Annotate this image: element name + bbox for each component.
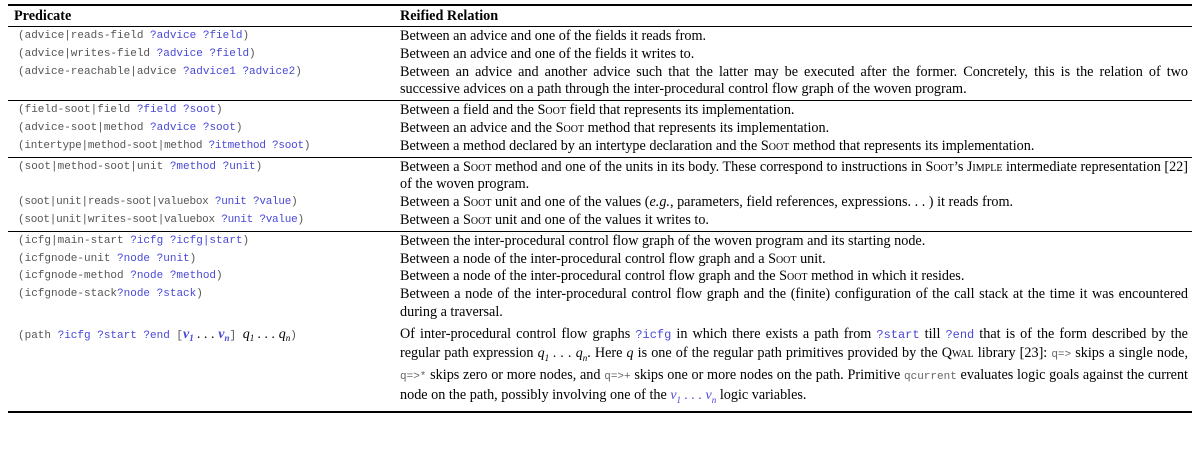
table-row bbox=[8, 194, 1192, 212]
predicate-cell: (advice|reads-field ?advice ?field) bbox=[18, 30, 250, 42]
table-row bbox=[8, 159, 1192, 195]
predicate-cell: (icfgnode-method ?node ?method) bbox=[18, 270, 223, 283]
predicate-cell: (icfg|main-start ?icfg ?icfg|start) bbox=[18, 234, 250, 247]
predicate-cell: (icfgnode-stack?node ?stack) bbox=[18, 288, 203, 301]
table-row bbox=[8, 138, 1192, 156]
predicate-cell: (icfgnode-unit ?node ?unit) bbox=[18, 252, 197, 265]
relation-cell: Between a node of the inter-procedural control flow graph and the Soot method in which it resides. bbox=[400, 268, 965, 285]
table-row bbox=[8, 64, 1192, 100]
predicate-cell: (advice-soot|method ?advice ?soot) bbox=[18, 121, 243, 134]
table-group-soot-mapping bbox=[8, 101, 1192, 157]
relation-cell: Between a node of the inter-procedural control flow graph and a Soot unit. bbox=[400, 250, 826, 267]
relation-cell: Between the inter-procedural control flow graph of the woven program and its starting node. bbox=[400, 232, 926, 249]
predicate-cell: (intertype|method-soot|method ?itmethod ?soot) bbox=[18, 139, 311, 152]
table-row bbox=[8, 326, 1192, 410]
relation-cell: Between a Soot unit and one of the values it writes to. bbox=[400, 211, 709, 228]
relation-cell: Of inter-procedural control flow graphs ?icfg in which there exists a path from ?start till ?end that is of the form described by the regular path expression $q_1$ . . . $q_n$. Here q is one of the regular path primitives provided by the Qwal library [23]: q=> skips a single node, q=>* skips zero or more nodes, and q=>+ skips one or more nodes on the path. Primitive qcurrent evaluates logic goals against the current node on the path, possibly involving one of the $v_1$ . . . $v_n$ logic variables. bbox=[400, 325, 1188, 405]
relation-cell: Between an advice and the Soot method that represents its implementation. bbox=[400, 119, 830, 136]
predicate-cell: (field-soot|field ?field ?soot) bbox=[18, 104, 223, 117]
relation-cell: Between an advice and another advice such that the latter may be executed after the former. Concretely, this is the relation of two successive advices on a path through the inter-procedural control flow graph of the woven program. bbox=[400, 63, 1188, 98]
table-row bbox=[8, 102, 1192, 120]
predicate-cell: (path ?icfg ?start ?end [$v_1$ . . . $v_n$] $q_1$ . . . $q_n$) bbox=[18, 326, 297, 343]
relation-cell: Between a Soot unit and one of the values (e.g., parameters, field references, expressions. . . ) it reads from. bbox=[400, 194, 1014, 211]
table-row bbox=[8, 251, 1192, 269]
relation-cell: Between a Soot method and one of the units in its body. These correspond to instructions in Soot’s Jimple intermediate representation [22] of the woven program. bbox=[400, 158, 1188, 193]
predicate-cell: (advice-reachable|advice ?advice1 ?advice2) bbox=[18, 65, 302, 78]
predicate-cell: (soot|unit|reads-soot|valuebox ?unit ?value) bbox=[18, 196, 298, 209]
relation-cell: Between an advice and one of the fields it reads from. bbox=[400, 28, 707, 44]
predicate-table bbox=[8, 4, 1192, 413]
table-row bbox=[8, 212, 1192, 230]
table-row bbox=[8, 120, 1192, 138]
table-row bbox=[8, 268, 1192, 286]
predicate-header: Predicate bbox=[14, 7, 72, 24]
relation-cell: Between an advice and one of the fields it writes to. bbox=[400, 45, 695, 62]
table-group-icfg bbox=[8, 232, 1192, 411]
predicate-cell: (advice|writes-field ?advice ?field) bbox=[18, 47, 256, 60]
relation-cell: Between a field and the Soot field that represents its implementation. bbox=[400, 102, 795, 119]
predicate-cell: (soot|unit|writes-soot|valuebox ?unit ?value) bbox=[18, 213, 304, 226]
table-row bbox=[8, 46, 1192, 64]
table-row bbox=[8, 28, 1192, 46]
relation-header: Reified Relation bbox=[400, 7, 499, 24]
table-row bbox=[8, 286, 1192, 322]
table-header bbox=[8, 6, 1192, 27]
table-row bbox=[8, 233, 1192, 251]
predicate-cell: (soot|method-soot|unit ?method ?unit) bbox=[18, 160, 263, 173]
table-group-advice bbox=[8, 27, 1192, 101]
table-group-soot-units bbox=[8, 158, 1192, 232]
relation-cell: Between a method declared by an intertype declaration and the Soot method that represents its implementation. bbox=[400, 137, 1035, 154]
relation-cell: Between a node of the inter-procedural control flow graph and the (finite) configuration of the call stack at the time it was encountered during a traversal. bbox=[400, 286, 1188, 320]
